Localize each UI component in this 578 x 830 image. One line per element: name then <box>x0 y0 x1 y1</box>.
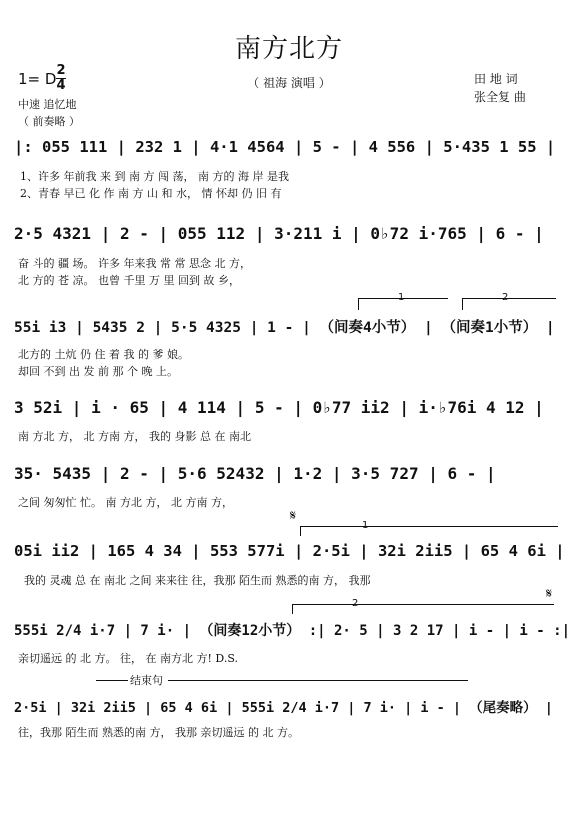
composer-credit: 张全复 曲 <box>474 90 526 104</box>
score-line-5: 35· 5435 | 2 - | 5·6 52432 | 1·2 | 3·5 727 | 6 - | <box>14 464 496 483</box>
score-line-8: 2·5i | 32i 2ii5 | 65 4 6i | 555i 2/4 i·7 | 7 i· | i - | （尾奏略） | <box>14 700 553 716</box>
volta-2-edge-line7 <box>292 604 293 614</box>
volta-1-edge <box>358 298 359 310</box>
volta-1-number: 1 <box>398 292 405 303</box>
time-signature-top: 2 <box>56 63 66 78</box>
coda-line-left <box>96 680 128 681</box>
song-title: 南方北方 <box>234 34 343 64</box>
volta-2-bracket-line7 <box>292 604 554 605</box>
volta-2-number-line7: 2 <box>352 598 359 609</box>
lyric-line-5: 之间 匆匆忙 忙。 南 方北 方， 北 方南 方， <box>18 496 233 509</box>
score-line-4: 3 52i | i · 65 | 4 114 | 5 - | 0♭77 ii2 | i·♭76i 4 12 | <box>14 398 544 417</box>
tempo-marking: 中速 追忆地 <box>18 98 77 111</box>
prelude-note: （ 前奏略 ） <box>18 115 80 128</box>
volta-2-edge <box>462 298 463 310</box>
lyric-line-1-verse-2: 2、青春 早已 化 作 南 方 山 和 水， 情 怀却 仍 旧 有 <box>20 187 282 200</box>
volta-1-number-line6: 1 <box>362 520 369 531</box>
lyric-line-2-verse-2: 北 方的 苍 凉。 也曾 千里 万 里 回到 故 乡， <box>18 274 240 287</box>
lyric-line-2-verse-1: 奋 斗的 疆 场。 许多 年来我 常 常 思念 北 方， <box>18 257 251 270</box>
volta-2-bracket <box>462 298 556 299</box>
lyric-line-8: 往，我那 陌生而 熟悉的南 方， 我那 亲切遥远 的 北 方。 <box>18 726 299 739</box>
lyricist-credit: 田 地 词 <box>474 72 518 86</box>
lyric-line-1-verse-1: 1、许多 年前我 来 到 南 方 闯 荡， 南 方的 海 岸 是我 <box>20 170 289 183</box>
volta-1-bracket-line6 <box>300 526 558 527</box>
score-line-7: 555i 2/4 i·7 | 7 i· | （间奏12小节） :| 2· 5 | 3 2 17 | i - | i - :| <box>14 623 571 639</box>
lyric-line-3-verse-1: 北方的 土炕 仍 住 着 我 的 爹 娘。 <box>18 348 189 361</box>
lyric-line-7: 亲切遥远 的 北 方。 往， 在 南方北 方! D.S. <box>18 652 238 665</box>
lyric-line-6: 我的 灵魂 总 在 南北 之间 来来往 往，我那 陌生而 熟悉的南 方， 我那 <box>24 574 371 587</box>
score-line-2: 2·5 4321 | 2 - | 055 112 | 3·211 i | 0♭72 i·765 | 6 - | <box>14 224 544 243</box>
segno-icon-end: 𝄋 <box>546 586 553 602</box>
score-line-1: |: 055 111 | 232 1 | 4·1 4564 | 5 - | 4 556 | 5·435 1 55 | <box>14 138 556 156</box>
volta-2-number: 2 <box>502 292 509 303</box>
lyric-line-4: 南 方北 方， 北 方南 方， 我的 身影 总 在 南北 <box>18 430 251 443</box>
time-signature <box>56 64 66 92</box>
score-line-3: 55i i3 | 5435 2 | 5·5 4325 | 1 - | （间奏4小节） | （间奏1小节） | <box>14 320 555 336</box>
lyric-line-3-verse-2: 却回 不到 出 发 前 那 个 晚 上。 <box>18 365 178 378</box>
time-signature-bottom: 4 <box>56 78 66 93</box>
coda-line-right <box>168 680 468 681</box>
volta-1-edge-line6 <box>300 526 301 536</box>
key-signature: 1= D <box>18 70 57 88</box>
singer-credit: （ 祖海 演唱 ） <box>247 76 331 90</box>
segno-icon: 𝄋 <box>290 508 297 524</box>
coda-label: 结束句 <box>130 674 163 687</box>
score-line-6: 05i ii2 | 165 4 34 | 553 577i | 2·5i | 32i 2ii5 | 65 4 6i | <box>14 542 565 560</box>
